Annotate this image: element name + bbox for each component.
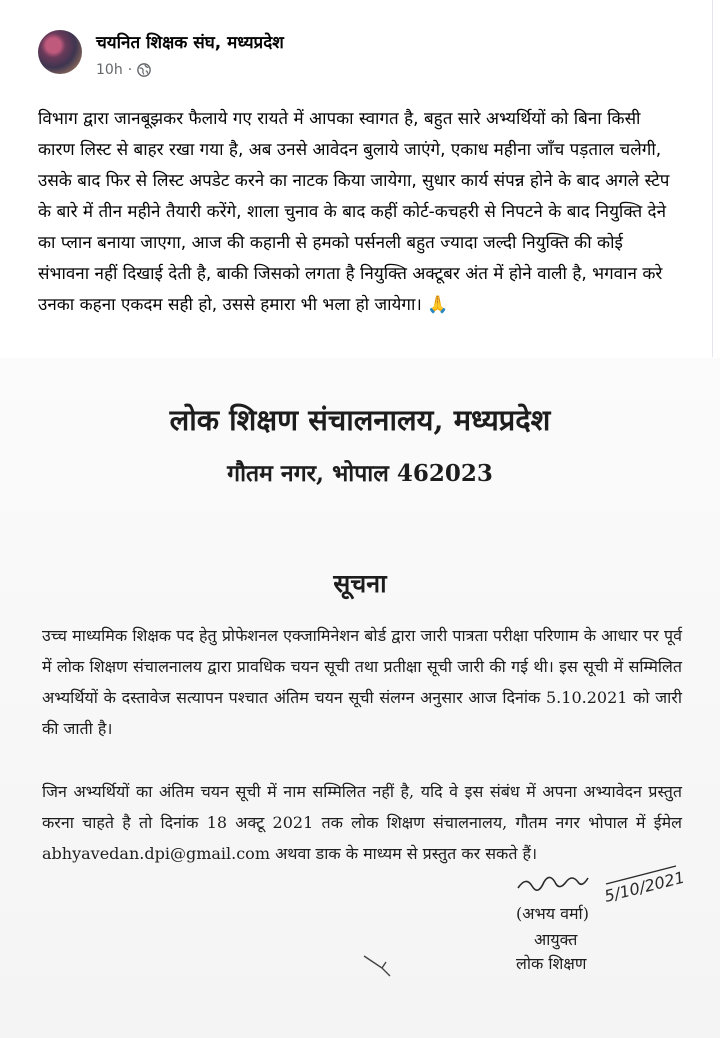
- document-heading: सूचना: [333, 569, 387, 598]
- globe-icon: [137, 63, 151, 77]
- document-paragraph-1: उच्च माध्यमिक शिक्षक पद हेतु प्रोफेशनल एक्जामिनेशन बोर्ड द्वारा जारी पात्रता परीक्षा परिणाम के आधार पर पूर्व में लोक शिक्षण संचालनालय द्वारा प्रावधिक चयन सूची तथा प्रतीक्षा सूची जारी की गई थी। इस सूची में सम्मिलित अभ्यर्थियों के दस्तावेज सत्यापन पश्चात अंतिम चयन सूची संलग्न अनुसार आज दिनांक 5.10.2021 को जारी की जाती है।: [42, 626, 682, 738]
- document-title: लोक शिक्षण संचालनालय, मध्यप्रदेश: [169, 403, 551, 437]
- facebook-post: [0, 0, 713, 357]
- signatory-designation: आयुक्त: [534, 930, 578, 949]
- page-avatar[interactable]: [38, 30, 82, 74]
- signatory-department: लोक शिक्षण: [516, 954, 587, 973]
- document-paragraph-2: जिन अभ्यर्थियों का अंतिम चयन सूची में नाम सम्मिलित नहीं है, यदि वे इस संबंध में अपना अभ्यावेदन प्रस्तुत करना चाहते है तो दिनांक 18 अक्टू 2021 तक लोक शिक्षण संचालनालय, गौतम नगर भोपाल में ईमेल abhyavedan.dpi@gmail.com अथवा डाक के माध्यम से प्रस्तुत कर सकते हैं।: [42, 782, 682, 863]
- signatory-name: (अभय वर्मा): [516, 904, 589, 923]
- svg-text:5/10/2021: 5/10/2021: [602, 867, 687, 906]
- post-meta: [96, 62, 151, 78]
- pen-mark: [360, 950, 400, 980]
- post-text: [38, 104, 678, 321]
- post-timestamp[interactable]: 10h: [96, 62, 123, 78]
- document-address: गौतम नगर, भोपाल 462023: [227, 460, 493, 487]
- folded-hands-emoji: 🙏: [427, 295, 449, 315]
- page-name-link[interactable]: चयनित शिक्षक संघ, मध्यप्रदेश: [96, 33, 284, 53]
- meta-separator: ·: [127, 62, 133, 78]
- notice-document-image[interactable]: [0, 358, 720, 1038]
- post-body: विभाग द्वारा जानबूझकर फैलाये गए रायते में आपका स्वागत है, बहुत सारे अभ्यर्थियों को बिना किसी कारण लिस्ट से बाहर रखा गया है, अब उनसे आवेदन बुलाये जाएंगे, एकाध महीना जाँच पड़ताल चलेगी, उसके बाद फिर से लिस्ट अपडेट करने का नाटक किया जायेगा, सुधार कार्य संपन्न होने के बाद अगले स्टेप के बारे में तीन महीने तैयारी करेंगे, शाला चुनाव के बाद कहीं कोर्ट-कचहरी से निपटने के बाद नियुक्ति देने का प्लान बनाया जाएगा, आज की कहानी से हमको पर्सनली बहुत ज्यादा जल्दी नियुक्ति की कोई संभावना नहीं दिखाई देती है, बाकी जिसको लगता है नियुक्ति अक्टूबर अंत में होने वाली है, भगवान करे उनका कहना एकदम सही हो, उससे हमारा भी भला हो जायेगा।: [38, 109, 670, 315]
